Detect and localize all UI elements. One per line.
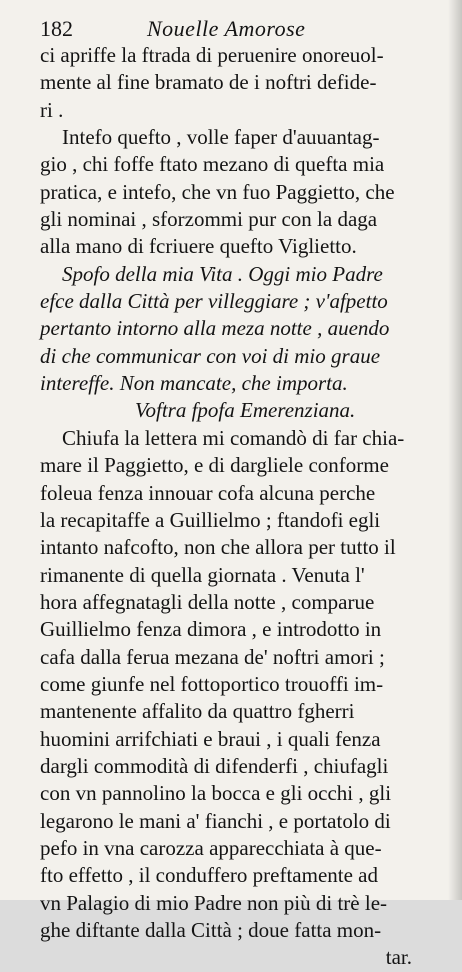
text-line: legarono le mani a' fianchi , e portatolo di [40, 808, 391, 833]
text-line: rimanente di quella giornata . Venuta l' [40, 562, 365, 587]
letter-line: Spofo della mia Vita . Oggi mio Padre [62, 261, 383, 286]
text-line: con vn pannolino la bocca e gli occhi , gli [40, 781, 392, 806]
text-line: mantenente affalito da quattro fgherri [40, 699, 355, 724]
letter-signature: Voftra fpofa Emerenziana. [135, 398, 356, 423]
text-line: la recapitaffe a Guillielmo ; ftandofi egli [40, 507, 381, 532]
body-text [40, 42, 424, 972]
text-line: intanto nafcofto, non che allora per tutto il [40, 535, 396, 560]
text-line: Chiufa la lettera mi comandò di far chia- [62, 425, 405, 450]
text-line: cafa dalla ferua mezana de' noftri amori ; [40, 644, 385, 669]
page-number: 182 [40, 16, 73, 41]
text-line: pefo in vna carozza apparecchiata à que- [40, 835, 382, 860]
text-line: Intefo quefto , volle faper d'auuantag- [62, 125, 380, 150]
text-line: come giunfe nel fottoportico trouoffi im- [40, 671, 384, 696]
letter-line: efce dalla Città per villeggiare ; v'afpetto [40, 289, 388, 314]
text-line: mare il Paggietto, e di dargliele conforme [40, 453, 389, 478]
text-line: dargli commodità di difenderfi , chiufagli [40, 753, 389, 778]
text-line: ci apriffe la ftrada di peruenire onoreuol- [40, 43, 384, 67]
text-line: ri . [40, 97, 64, 122]
page-header [40, 16, 420, 42]
letter-line: di che communicar con voi di mio graue [40, 343, 381, 368]
text-line: Guillielmo fenza dimora , e introdotto in [40, 617, 382, 642]
text-line: vn Palagio di mio Padre non più di trè le- [40, 890, 388, 915]
running-title: Nouelle Amorose [147, 16, 306, 41]
text-line: huomini arrifchiati e braui , i quali fenza [40, 726, 381, 751]
text-line: hora affegnatagli della notte , comparue [40, 589, 375, 614]
text-line: mente al fine bramato de i noftri defide- [40, 70, 377, 95]
catchword: tar. [385, 945, 412, 970]
text-line: ghe diftante dalla Città ; doue fatta mon- [40, 918, 382, 942]
text-line: gli nominai , sforzommi pur con la daga [40, 207, 378, 232]
letter-line: intereffe. Non mancate, che importa. [40, 371, 348, 396]
text-line: gio , chi foffe ftato mezano di quefta mia [40, 152, 385, 177]
text-line: foleua fenza innouar cofa alcuna perche [40, 480, 376, 505]
text-line: fto effetto , il conduffero preftamente ad [40, 863, 378, 888]
letter-line: pertanto intorno alla meza notte , auendo [40, 316, 390, 341]
text-line: alla mano di fcriuere quefto Viglietto. [40, 234, 357, 259]
text-line: pratica, e intefo, che vn fuo Paggietto, che [40, 179, 395, 204]
